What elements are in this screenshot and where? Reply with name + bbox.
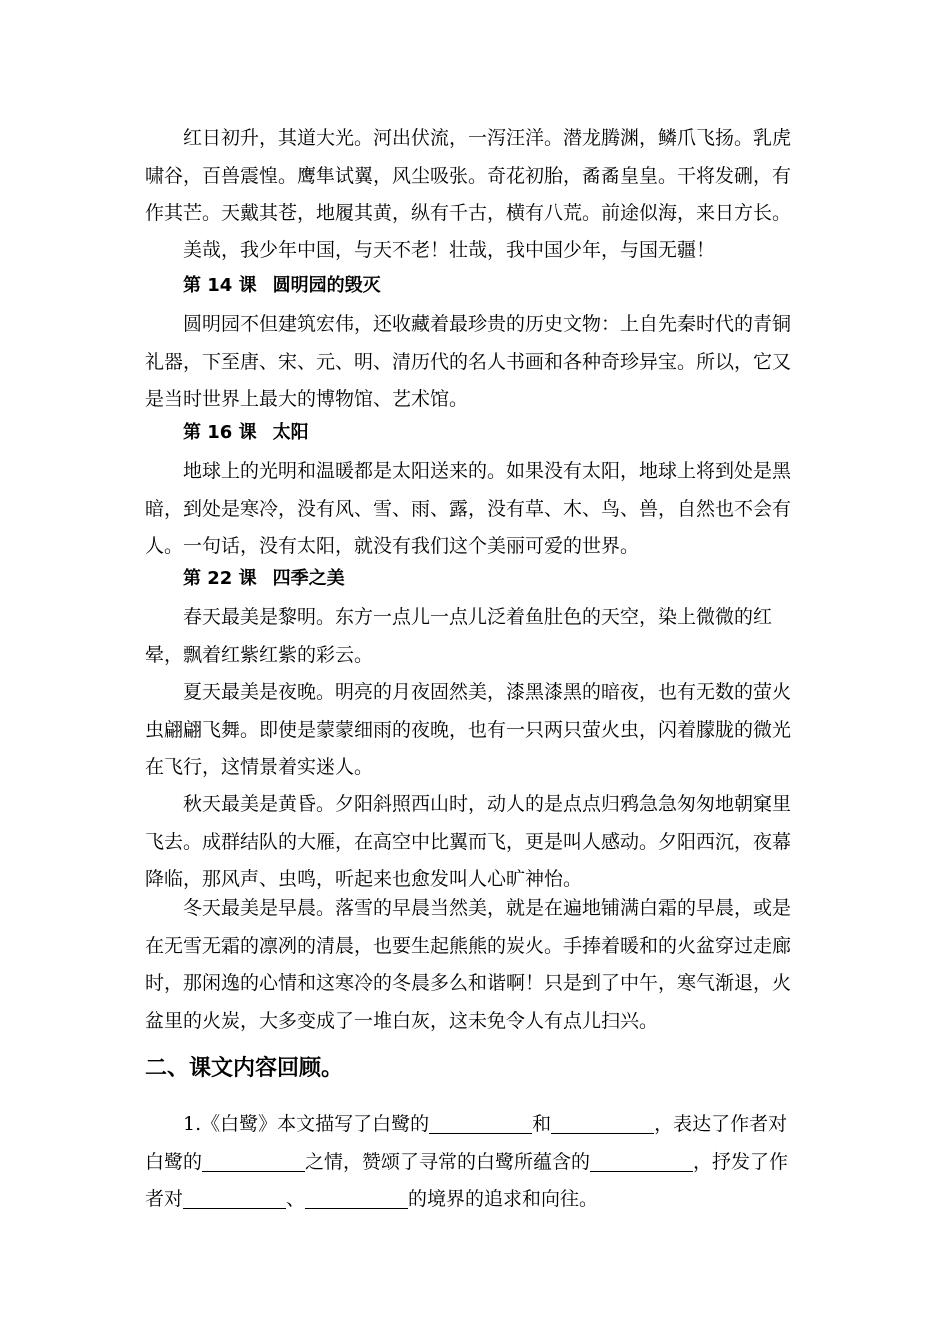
text-line: 虫翩翩飞舞。即使是蒙蒙细雨的夜晚，也有一只两只萤火虫，闪着朦胧的微光: [145, 718, 792, 741]
question-text: 、: [286, 1188, 306, 1210]
text-line: 啸谷，百兽震惶。鹰隼试翼，风尘吸张。奇花初胎，矞矞皇皇。干将发硎，有: [145, 164, 792, 187]
answer-blank[interactable]: [429, 1111, 532, 1134]
text-line: 地球上的光明和温暖都是太阳送来的。如果没有太阳，地球上将到处是黑: [183, 460, 792, 482]
paragraph-yuanmingyuan: [145, 306, 795, 419]
lesson-heading-22: [183, 567, 345, 591]
text-line: 盆里的火炭，大多变成了一堆白灰，这未免令人有点儿扫兴。: [145, 1009, 659, 1032]
text-line: 美哉，我少年中国，与天不老！壮哉，我中国少年，与国无疆！: [183, 239, 716, 261]
question-text: 和: [532, 1113, 552, 1135]
lesson-number: 第 16 课: [183, 422, 257, 443]
lesson-title: 圆明园的毁灭: [272, 275, 381, 296]
lesson-heading-14: [183, 274, 381, 298]
lesson-title: 四季之美: [272, 568, 345, 589]
answer-blank[interactable]: [305, 1186, 408, 1209]
text-line: 圆明园不但建筑宏伟，还收藏着最珍贵的历史文物：上自先秦时代的青铜: [183, 313, 792, 335]
text-line: 春天最美是黎明。东方一点儿一点儿泛着鱼肚色的天空，染上微微的红: [183, 606, 773, 628]
question-text: 者对: [145, 1188, 184, 1210]
text-line: 冬天最美是早晨。落雪的早晨当然美，就是在遍地铺满白霜的早晨，或是: [183, 897, 792, 919]
text-line: 在无雪无霜的凛冽的清晨，也要生起熊熊的炭火。手捧着暖和的火盆穿过走廊: [145, 934, 792, 957]
text-line: 礼器，下至唐、宋、元、明、清历代的名人书画和各种奇珍异宝。所以，它又: [145, 350, 792, 373]
answer-blank[interactable]: [183, 1186, 286, 1209]
paragraph-young-china-praise: [145, 232, 795, 270]
question-1: [145, 1106, 795, 1219]
paragraph-autumn: [145, 786, 795, 899]
question-text: 1.《白鹭》本文描写了白鹭的: [183, 1113, 430, 1135]
question-text: 之情，赞颂了寻常的白鹭所蕴含的: [305, 1150, 591, 1173]
text-line: 是当时世界上最大的博物馆、艺术馆。: [145, 388, 469, 410]
answer-blank[interactable]: [202, 1149, 305, 1172]
text-line: 夏天最美是夜晚。明亮的月夜固然美，漆黑漆黑的暗夜，也有无数的萤火: [183, 681, 792, 703]
answer-blank[interactable]: [551, 1111, 654, 1134]
text-line: 晕，飘着红紫红紫的彩云。: [145, 643, 374, 666]
paragraph-winter: [145, 890, 795, 1040]
text-line: 降临，那风声、虫鸣，听起来也愈发叫人心旷神怡。: [145, 868, 583, 890]
paragraph-summer: [145, 674, 795, 787]
text-line: 红日初升，其道大光。河出伏流，一泻汪洋。潜龙腾渊，鳞爪飞扬。乳虎: [183, 127, 792, 149]
question-text: 的境界的追求和向往。: [408, 1188, 599, 1210]
question-line: [145, 1181, 795, 1219]
lesson-title: 太阳: [272, 422, 309, 443]
text-line: 秋天最美是黄昏。夕阳斜照西山时，动人的是点点归鸦急急匆匆地朝窠里: [183, 793, 792, 815]
question-text: 白鹭的: [145, 1150, 203, 1173]
question-text: ，抒发了作: [693, 1150, 789, 1173]
text-line: 飞去。成群结队的大雁，在高空中比翼而飞，更是叫人感动。夕阳西沉，夜幕: [145, 830, 792, 853]
paragraph-spring: [145, 599, 795, 674]
question-line: [145, 1144, 795, 1182]
text-line: 暗，到处是寒冷，没有风、雪、雨、露，没有草、木、鸟、兽，自然也不会有: [145, 497, 792, 520]
text-line: 时，那闲逸的心情和这寒冷的冬晨多么和谐啊！只是到了中午，寒气渐退，火: [145, 972, 792, 994]
answer-blank[interactable]: [590, 1149, 693, 1172]
question-line: [145, 1106, 795, 1144]
text-line: 人。一句话，没有太阳，就没有我们这个美丽可爱的世界。: [145, 535, 640, 557]
lesson-heading-16: [183, 421, 309, 445]
lesson-number: 第 14 课: [183, 275, 257, 296]
paragraph-sun: [145, 453, 795, 566]
text-line: 在飞行，这情景着实迷人。: [145, 756, 374, 778]
paragraph-young-china: [145, 120, 795, 233]
text-line: 作其芒。天戴其苍，地履其黄，纵有千古，横有八荒。前途似海，来日方长。: [145, 202, 792, 224]
section-heading: 二、课文内容回顾。: [145, 1056, 344, 1081]
question-text: ，表达了作者对: [654, 1113, 788, 1135]
lesson-number: 第 22 课: [183, 568, 257, 589]
